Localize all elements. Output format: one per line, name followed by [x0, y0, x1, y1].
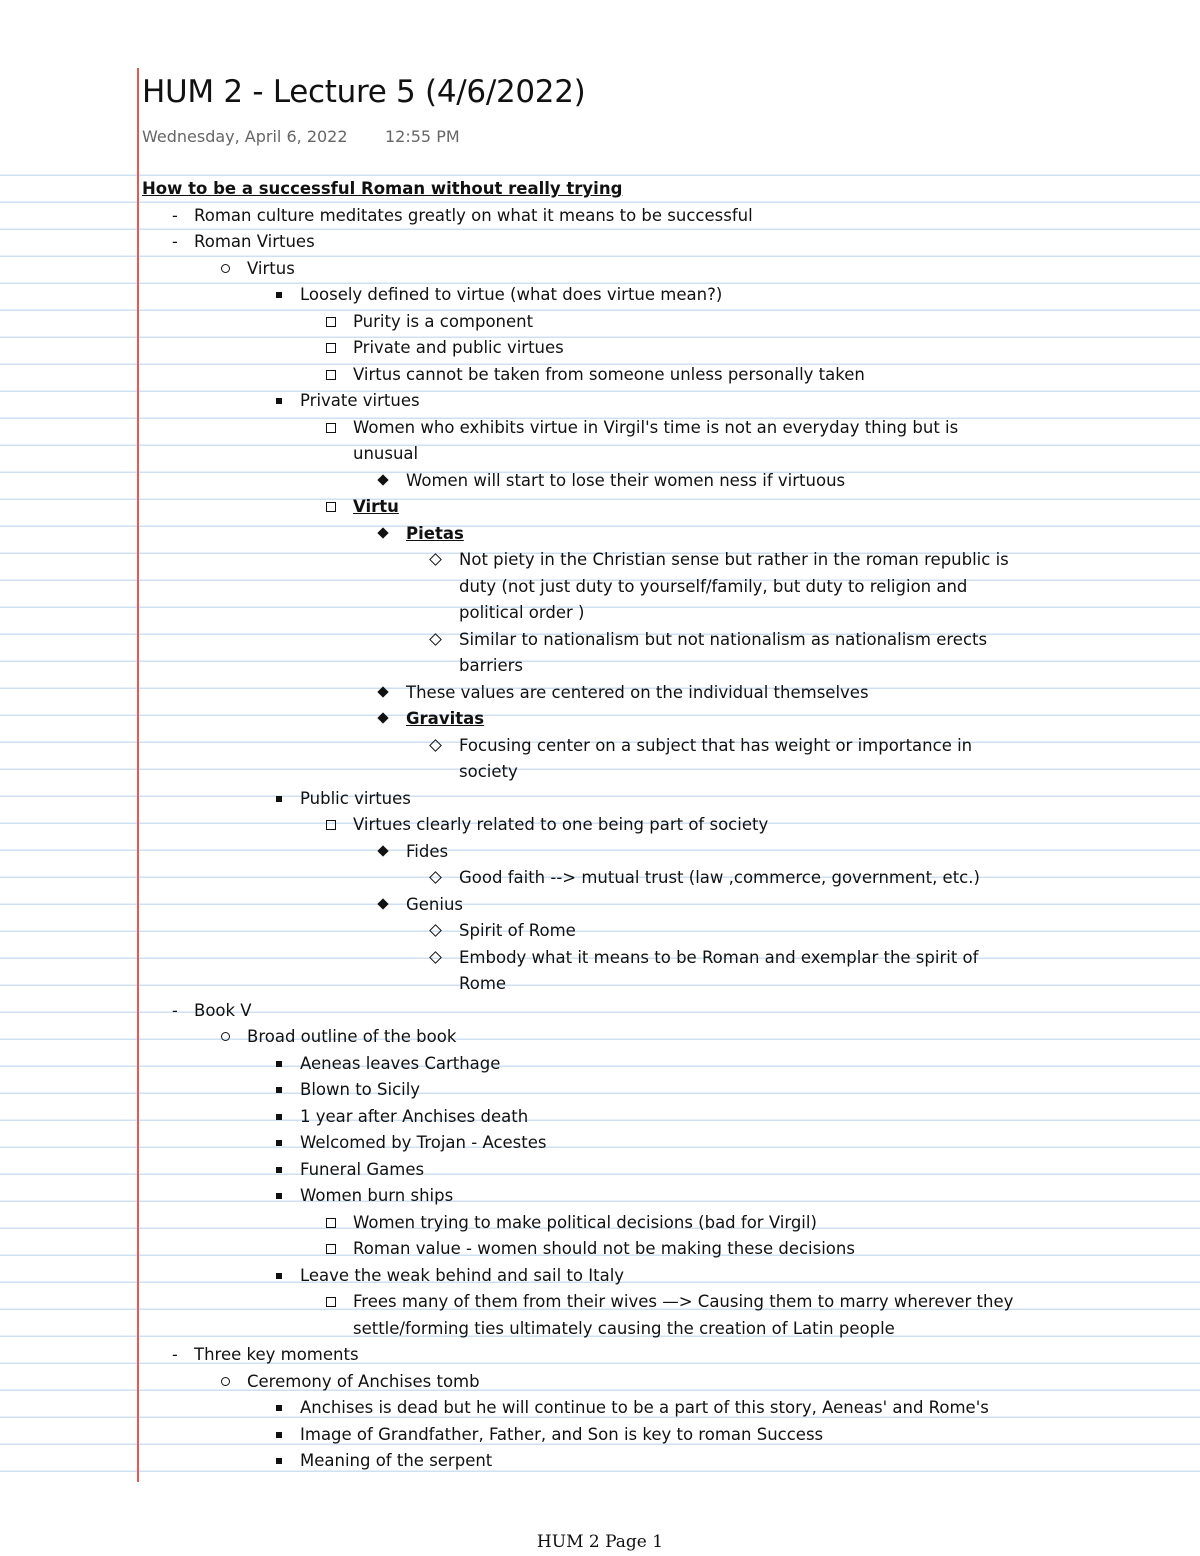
outline-item [300, 1104, 528, 1131]
outline-item-text: Image of Grandfather, Father, and Son is key to roman Success [300, 1424, 824, 1444]
outline-item-text: Private virtues [300, 391, 420, 410]
outline-item [459, 653, 523, 680]
osquare-bullet-icon [326, 1244, 336, 1254]
outline-item [300, 1051, 500, 1078]
outline-item-text: Virtus [247, 258, 295, 278]
outline-item [459, 971, 506, 998]
outline-item [300, 1395, 989, 1422]
outline-item-text: Women trying to make political decisions (bad for Virgil) [353, 1212, 817, 1232]
note-date: Wednesday, April 6, 2022 [142, 127, 348, 146]
square-bullet-icon [276, 1458, 282, 1464]
square-bullet-icon [276, 398, 282, 404]
outline-item-text: Broad outline of the book [247, 1027, 457, 1046]
outline-item [353, 1236, 855, 1263]
outline-item-text: These values are centered on the individual themselves [406, 682, 869, 702]
outline-item [247, 256, 295, 283]
outline-item [300, 388, 420, 415]
outline-item-text: duty (not just duty to yourself/family, but duty to religion and [459, 576, 968, 596]
outline-item [459, 574, 967, 601]
outline-item-text: Women will start to lose their women ness if virtuous [406, 470, 846, 490]
outline-item-text: settle/forming ties ultimately causing the creation of Latin people [353, 1318, 895, 1338]
outline-item-text: society [459, 762, 518, 781]
outline-item [353, 1289, 1013, 1316]
outline-item-text: unusual [353, 444, 419, 463]
outline-item [459, 733, 972, 760]
square-bullet-icon [276, 292, 282, 298]
outline-item [353, 415, 958, 442]
outline-item [300, 786, 411, 813]
outline-item [406, 468, 845, 495]
diamond-bullet-icon [377, 527, 388, 538]
outline-item-text: Loosely defined to virtue (what does virtue mean?) [300, 285, 723, 304]
osquare-bullet-icon [326, 317, 336, 327]
outline-item-text: Book V [194, 1000, 252, 1020]
outline-item-text: Gravitas [406, 709, 485, 728]
outline-item [300, 1077, 420, 1104]
osquare-bullet-icon [326, 370, 336, 380]
odiamond-bullet-icon [429, 633, 442, 646]
outline-item-text: Blown to Sicily [300, 1080, 421, 1099]
circle-bullet-icon [221, 264, 230, 273]
outline-item [353, 812, 768, 839]
odiamond-bullet-icon [429, 924, 442, 937]
outline-item-text: How to be a successful Roman without really trying [142, 179, 623, 198]
dash-bullet-icon [172, 998, 178, 1025]
osquare-bullet-icon [326, 343, 336, 353]
outline-item-text: Good faith --> mutual trust (law ,commerce, government, etc.) [459, 868, 980, 887]
note-time: 12:55 PM [385, 127, 460, 146]
outline-item-text: Frees many of them from their wives —> Causing them to marry wherever they [353, 1292, 1014, 1311]
odiamond-bullet-icon [429, 739, 442, 752]
square-bullet-icon [276, 1405, 282, 1411]
outline-item [300, 282, 722, 309]
outline-item-text: Three key moments [194, 1345, 359, 1364]
outline-item [194, 203, 753, 230]
outline-item-text: Focusing center on a subject that has weight or importance in [459, 735, 973, 755]
diamond-bullet-icon [377, 898, 388, 909]
odiamond-bullet-icon [429, 871, 442, 884]
square-bullet-icon [276, 1432, 282, 1438]
outline-item-text: Not piety in the Christian sense but rather in the roman republic is [459, 550, 1009, 569]
outline-item-text: Private and public virtues [353, 338, 564, 357]
osquare-bullet-icon [326, 1297, 336, 1307]
outline-item [353, 1210, 817, 1237]
outline-item-text: Leave the weak behind and sail to Italy [300, 1265, 625, 1285]
outline-item [300, 1263, 624, 1290]
outline-item-text: Aeneas leaves Carthage [300, 1053, 501, 1073]
outline-item-text: Anchises is dead but he will continue to be a part of this story, Aeneas' and Rome's [300, 1398, 989, 1417]
outline-item [406, 892, 463, 919]
outline-item-text: political order ) [459, 603, 585, 622]
square-bullet-icon [276, 1140, 282, 1146]
outline-item-text: Ceremony of Anchises tomb [247, 1371, 480, 1391]
outline-item-text: Public virtues [300, 788, 411, 808]
outline-item-text: Pietas [406, 523, 464, 543]
outline-item [353, 309, 533, 336]
outline-item [459, 547, 1009, 574]
outline-item [353, 362, 865, 389]
outline-item-text: Purity is a component [353, 311, 534, 331]
outline-item-text: 1 year after Anchises death [300, 1106, 529, 1126]
outline-item [247, 1369, 480, 1396]
outline-item [194, 229, 315, 256]
outline-item [459, 918, 576, 945]
outline-item [406, 680, 869, 707]
diamond-bullet-icon [377, 712, 388, 723]
square-bullet-icon [276, 1193, 282, 1199]
outline-item [194, 998, 252, 1025]
outline-item [300, 1422, 823, 1449]
outline-item-text: Virtu [353, 497, 399, 516]
outline-item [406, 521, 464, 548]
square-bullet-icon [276, 1167, 282, 1173]
outline-item-text: Women who exhibits virtue in Virgil's time is not an everyday thing but is [353, 417, 959, 437]
outline-item-text: Roman Virtues [194, 232, 315, 251]
outline-item-text: Virtus cannot be taken from someone unless personally taken [353, 364, 865, 384]
outline-item [459, 600, 584, 627]
square-bullet-icon [276, 796, 282, 802]
osquare-bullet-icon [326, 502, 336, 512]
diamond-bullet-icon [377, 686, 388, 697]
outline-item [353, 494, 399, 521]
osquare-bullet-icon [326, 423, 336, 433]
outline-item-text: Spirit of Rome [459, 921, 576, 940]
outline-item [459, 759, 518, 786]
dash-bullet-icon [172, 1342, 178, 1369]
section-heading [142, 176, 622, 203]
circle-bullet-icon [221, 1377, 230, 1386]
red-margin-line [137, 68, 139, 1482]
outline-item [247, 1024, 456, 1051]
outline-item [300, 1183, 453, 1210]
square-bullet-icon [276, 1061, 282, 1067]
outline-item [459, 865, 980, 892]
outline-item-text: barriers [459, 656, 523, 675]
outline-item [459, 945, 978, 972]
page-footer: HUM 2 Page 1 [536, 1532, 664, 1552]
outline-item [300, 1130, 546, 1157]
outline-item-text: Meaning of the serpent [300, 1451, 493, 1470]
square-bullet-icon [276, 1273, 282, 1279]
diamond-bullet-icon [377, 474, 388, 485]
square-bullet-icon [276, 1087, 282, 1093]
outline-item [406, 706, 484, 733]
outline-item [353, 1316, 895, 1343]
square-bullet-icon [276, 1114, 282, 1120]
dash-bullet-icon [172, 203, 178, 230]
outline-item [300, 1157, 424, 1184]
outline-item-text: Virtues clearly related to one being part of society [353, 815, 769, 834]
diamond-bullet-icon [377, 845, 388, 856]
outline-item-text: Embody what it means to be Roman and exemplar the spirit of [459, 947, 979, 967]
outline-item-text: Similar to nationalism but not nationalism as nationalism erects [459, 629, 988, 649]
outline-item [353, 441, 418, 468]
outline-item-text: Funeral Games [300, 1159, 425, 1179]
osquare-bullet-icon [326, 820, 336, 830]
outline-item-text: Welcomed by Trojan - Acestes [300, 1133, 547, 1152]
odiamond-bullet-icon [429, 553, 442, 566]
outline-item-text: Fides [406, 841, 449, 861]
page-title: HUM 2 - Lecture 5 (4/6/2022) [142, 74, 586, 110]
outline-item [300, 1448, 492, 1475]
outline-item-text: Roman culture meditates greatly on what it means to be successful [194, 205, 753, 225]
osquare-bullet-icon [326, 1218, 336, 1228]
outline-item [353, 335, 564, 362]
outline-item-text: Women burn ships [300, 1186, 454, 1205]
odiamond-bullet-icon [429, 951, 442, 964]
outline-item-text: Roman value - women should not be making these decisions [353, 1239, 855, 1258]
outline-item [194, 1342, 359, 1369]
dash-bullet-icon [172, 229, 178, 256]
outline-item-text: Genius [406, 894, 464, 914]
outline-item [459, 627, 987, 654]
circle-bullet-icon [221, 1032, 230, 1041]
outline-item [406, 839, 448, 866]
outline-item-text: Rome [459, 974, 507, 993]
